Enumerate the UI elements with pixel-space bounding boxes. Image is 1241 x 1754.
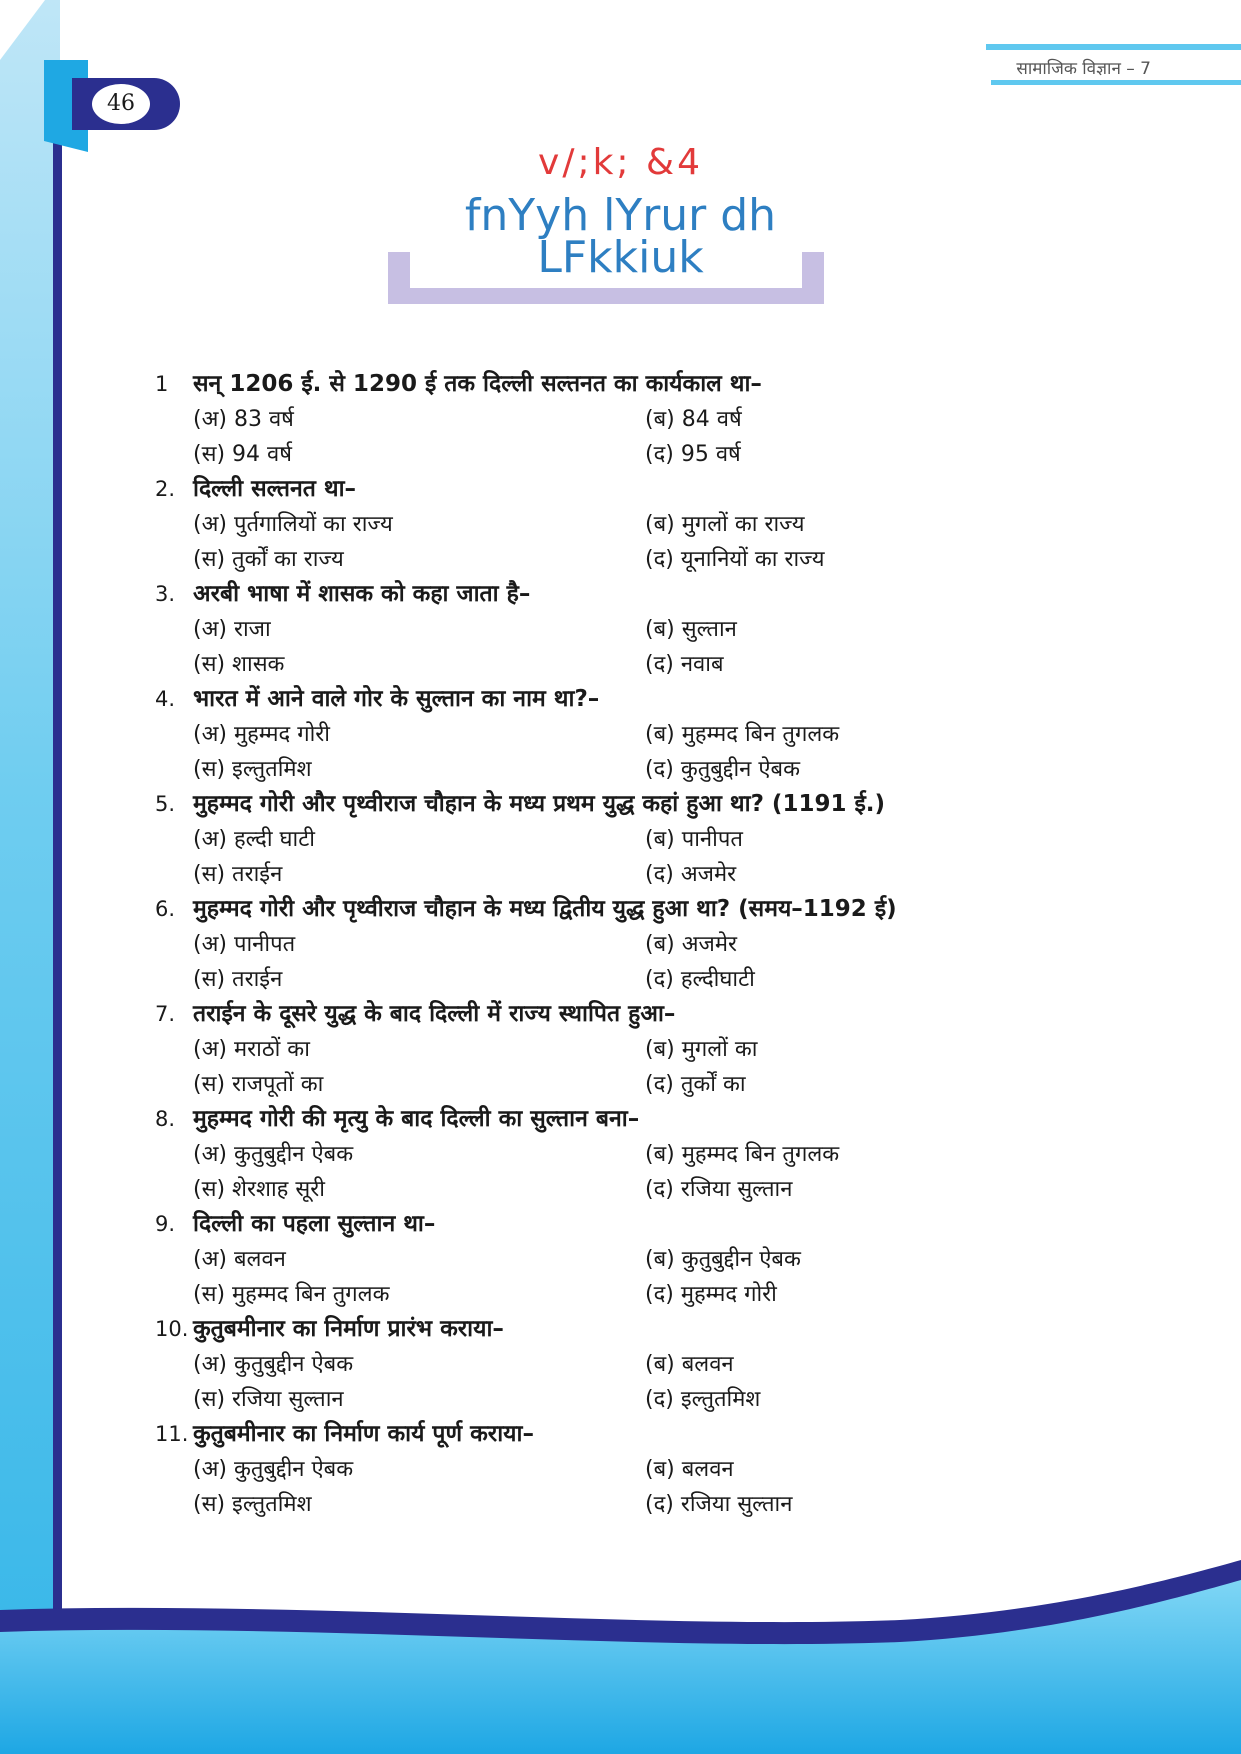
question-item xyxy=(155,787,1095,892)
chapter-title-line2: LFkkiuk xyxy=(537,232,704,283)
option-c: (स) रजिया सुल्तान xyxy=(193,1387,344,1412)
question-text: अरबी भाषा में शासक को कहा जाता है– xyxy=(193,581,531,607)
option-d: (द) रजिया सुल्तान xyxy=(645,1492,793,1517)
question-text: सन् 1206 ई. से 1290 ई तक दिल्ली सल्तनत का कार्यकाल था– xyxy=(193,371,762,397)
option-b: (ब) 84 वर्ष xyxy=(645,407,742,432)
option-a: (अ) पानीपत xyxy=(193,932,296,957)
question-text: तराईन के दूसरे युद्ध के बाद दिल्ली में राज्य स्थापित हुआ– xyxy=(193,1001,676,1027)
option-b: (ब) मुहम्मद बिन तुगलक xyxy=(645,1142,840,1167)
option-b: (ब) मुगलों का राज्य xyxy=(645,512,805,537)
option-d: (द) हल्दीघाटी xyxy=(645,967,755,992)
option-a: (अ) राजा xyxy=(193,617,271,642)
question-number: 3. xyxy=(155,582,176,606)
chapter-title-line1: fnYyh lYrur dh xyxy=(464,190,777,241)
option-d: (द) 95 वर्ष xyxy=(645,442,741,467)
question-number: 9. xyxy=(155,1212,176,1236)
option-c: (स) तुर्कों का राज्य xyxy=(193,547,344,572)
question-item xyxy=(155,367,1095,472)
option-b: (ब) कुतुबुद्दीन ऐबक xyxy=(645,1247,801,1272)
bottom-wave-decor xyxy=(0,1560,1241,1754)
option-a: (अ) मराठों का xyxy=(193,1037,310,1062)
question-text: मुहम्मद गोरी और पृथ्वीराज चौहान के मध्य द्वितीय युद्ध हुआ था? (समय–1192 ई) xyxy=(193,896,897,922)
question-number: 4. xyxy=(155,687,176,711)
flag-pole xyxy=(53,72,62,1632)
question-number: 10. xyxy=(155,1317,189,1341)
question-item xyxy=(155,1417,1095,1522)
option-c: (स) इल्तुतमिश xyxy=(193,1492,312,1517)
option-c: (स) इल्तुतमिश xyxy=(193,757,312,782)
option-d: (द) कुतुबुद्दीन ऐबक xyxy=(645,757,801,782)
option-b: (ब) मुगलों का xyxy=(645,1037,758,1062)
option-a: (अ) 83 वर्ष xyxy=(193,407,294,432)
question-number: 1 xyxy=(155,372,169,396)
question-item xyxy=(155,892,1095,997)
question-text: दिल्ली का पहला सुल्तान था– xyxy=(193,1211,436,1237)
option-a: (अ) पुर्तगालियों का राज्य xyxy=(193,512,393,537)
option-a: (अ) हल्दी घाटी xyxy=(193,827,315,852)
option-a: (अ) बलवन xyxy=(193,1247,286,1272)
question-item xyxy=(155,1207,1095,1312)
question-text: मुहम्मद गोरी की मृत्यु के बाद दिल्ली का सुल्तान बना– xyxy=(193,1106,640,1132)
option-b: (ब) बलवन xyxy=(645,1352,734,1377)
question-item xyxy=(155,997,1095,1102)
left-decor-wedge xyxy=(0,0,45,60)
option-b: (ब) बलवन xyxy=(645,1457,734,1482)
option-d: (द) रजिया सुल्तान xyxy=(645,1177,793,1202)
question-item xyxy=(155,577,1095,682)
question-number: 6. xyxy=(155,897,176,921)
question-item xyxy=(155,472,1095,577)
option-c: (स) राजपूतों का xyxy=(193,1072,324,1097)
option-d: (द) अजमेर xyxy=(645,862,737,887)
chapter-number: v/;k; &4 xyxy=(538,142,703,183)
question-item xyxy=(155,682,1095,787)
option-d: (द) तुर्कों का xyxy=(645,1072,746,1097)
question-item xyxy=(155,1312,1095,1417)
option-c: (स) शेरशाह सूरी xyxy=(193,1177,325,1202)
question-text: कुतुबमीनार का निर्माण प्रारंभ कराया– xyxy=(193,1316,504,1342)
question-item xyxy=(155,1102,1095,1207)
option-b: (ब) मुहम्मद बिन तुगलक xyxy=(645,722,840,747)
option-a: (अ) मुहम्मद गोरी xyxy=(193,722,330,747)
option-c: (स) तराईन xyxy=(193,967,283,992)
question-number: 5. xyxy=(155,792,176,816)
question-number: 11. xyxy=(155,1422,189,1446)
running-header: सामाजिक विज्ञान – 7 xyxy=(1016,59,1151,79)
header-rule-top xyxy=(986,44,1241,50)
option-d: (द) नवाब xyxy=(645,652,724,677)
question-text: भारत में आने वाले गोर के सुल्तान का नाम था?– xyxy=(193,686,600,712)
question-text: कुतुबमीनार का निर्माण कार्य पूर्ण कराया– xyxy=(193,1421,534,1447)
option-c: (स) मुहम्मद बिन तुगलक xyxy=(193,1282,390,1307)
option-a: (अ) कुतुबुद्दीन ऐबक xyxy=(193,1352,354,1377)
question-number: 7. xyxy=(155,1002,176,1026)
option-b: (ब) अजमेर xyxy=(645,932,738,957)
option-d: (द) मुहम्मद गोरी xyxy=(645,1282,777,1307)
option-c: (स) शासक xyxy=(193,652,285,677)
option-d: (द) यूनानियों का राज्य xyxy=(645,547,825,572)
option-c: (स) तराईन xyxy=(193,862,283,887)
question-number: 2. xyxy=(155,477,176,501)
option-a: (अ) कुतुबुद्दीन ऐबक xyxy=(193,1457,354,1482)
option-b: (ब) पानीपत xyxy=(645,827,743,852)
question-number: 8. xyxy=(155,1107,176,1131)
option-c: (स) 94 वर्ष xyxy=(193,442,292,467)
page-number: 46 xyxy=(92,84,150,124)
header-rule-bottom xyxy=(991,80,1241,85)
option-d: (द) इल्तुतमिश xyxy=(645,1387,761,1412)
question-text: मुहम्मद गोरी और पृथ्वीराज चौहान के मध्य प्रथम युद्ध कहां हुआ था? (1191 ई.) xyxy=(193,791,886,817)
question-text: दिल्ली सल्तनत था– xyxy=(193,476,357,502)
option-a: (अ) कुतुबुद्दीन ऐबक xyxy=(193,1142,354,1167)
option-b: (ब) सुल्तान xyxy=(645,617,737,642)
question-list xyxy=(155,367,1095,1522)
